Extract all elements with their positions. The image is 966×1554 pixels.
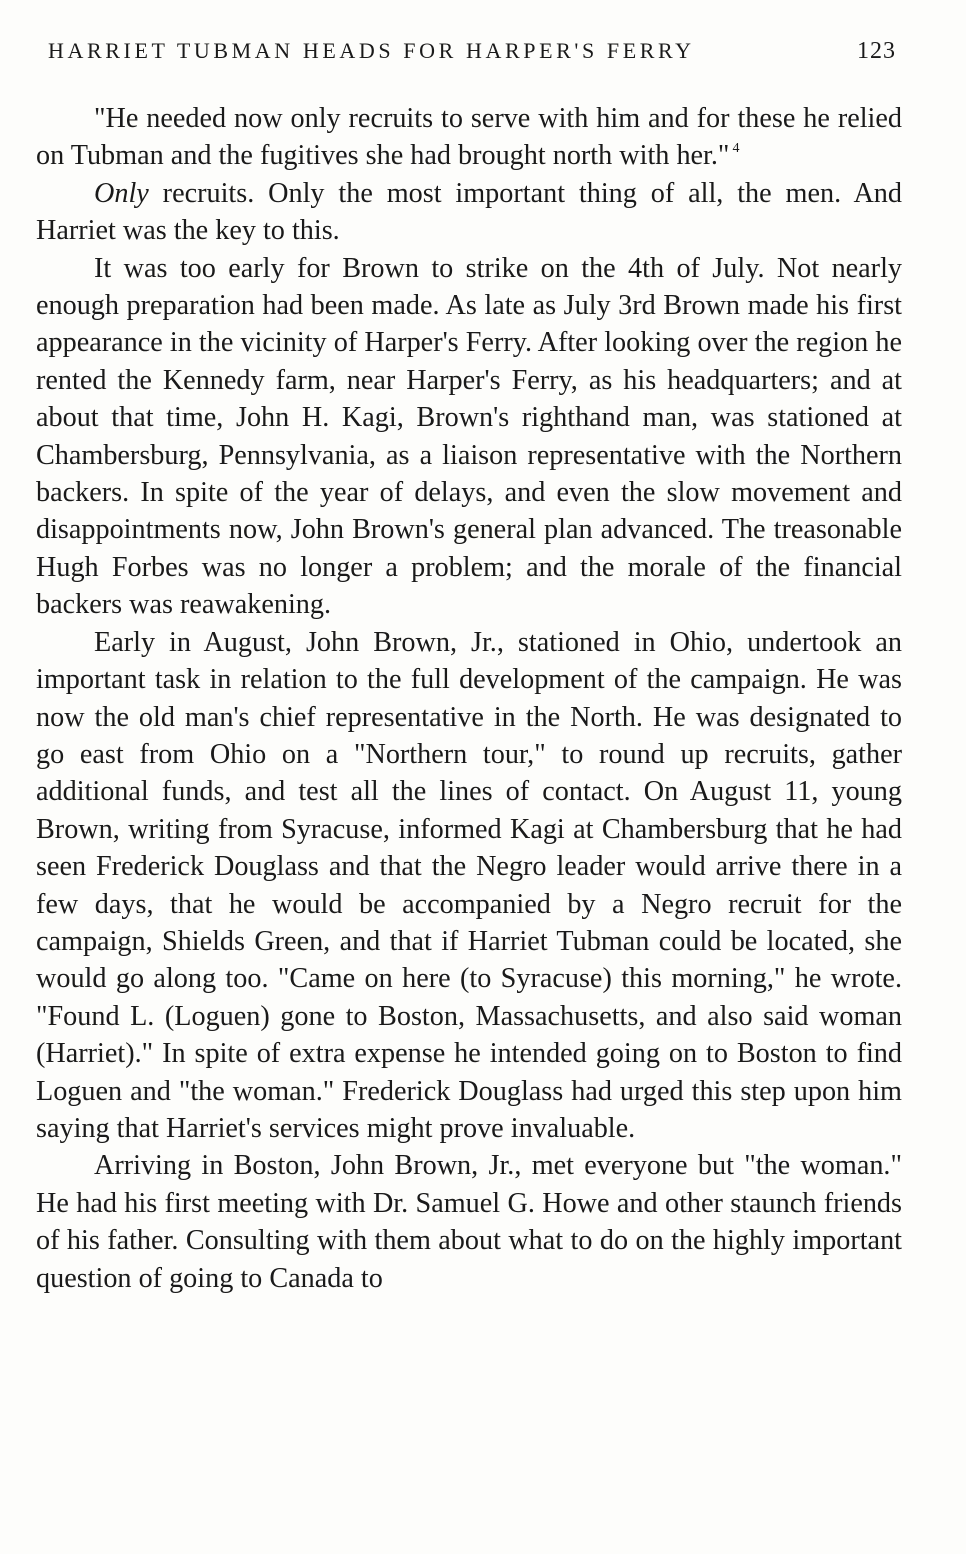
- running-head: [48, 38, 896, 72]
- footnote-marker: 4: [732, 141, 740, 157]
- paragraph-text: Early in August, John Brown, Jr., stationed in Ohio, undertook an important task in relation to the full development of the campaign. He was now the old man's chief representative in the North. He was designated to go east from Ohio on a "Northern tour," to round up recruits, gather additional funds, and test all the lines of contact. On August 11, young Brown, writing from Syracuse, informed Kagi at Chambersburg that he had seen Frederick Douglass and that the Negro leader would arrive there in a few days, that he would be accompanied by a Negro recruit for the campaign, Shields Green, and that if Harriet Tubman could be located, she would go along too. "Came on here (to Syracuse) this morning," he wrote. "Found L. (Loguen) gone to Boston, Massachusetts, and also said woman (Harriet)." In spite of extra expense he intended going on to Boston to find Loguen and "the woman." Frederick Douglass had urged this step upon him saying that Harriet's services might prove invaluable.: [36, 626, 902, 1144]
- paragraph-text: recruits. Only the most important thing of all, the men. And Harriet was the key to this.: [36, 177, 902, 247]
- paragraph-text: Arriving in Boston, John Brown, Jr., met everyone but "the woman." He had his first meeting with Dr. Samuel G. Howe and other staunch friends of his father. Consulting with them about what to do on the highly important question of going to Canada to: [36, 1150, 902, 1294]
- page-number: 123: [857, 38, 896, 64]
- body-text: [36, 100, 902, 1297]
- paragraph-1: [36, 100, 902, 175]
- italic-lead: Only: [94, 177, 149, 209]
- paragraph-3: [36, 250, 902, 624]
- paragraph-text: "He needed now only recruits to serve with him and for these he relied on Tubman and the fugitives she had brought north with her.": [36, 103, 902, 172]
- running-title: HARRIET TUBMAN HEADS FOR HARPER'S FERRY: [48, 38, 695, 63]
- paragraph-2: [36, 175, 902, 250]
- paragraph-5: [36, 1147, 902, 1297]
- paragraph-4: [36, 624, 902, 1148]
- paragraph-text: It was too early for Brown to strike on the 4th of July. Not nearly enough preparation had been made. As late as July 3rd Brown made his first appearance in the vicinity of Harper's Ferry. After looking over the region he rented the Kennedy farm, near Harper's Ferry, as his headquarters; and at about that time, John H. Kagi, Brown's righthand man, was stationed at Chambersburg, Pennsylvania, as a liaison representative with the Northern backers. In spite of the year of delays, and even the slow movement and disappointments now, John Brown's general plan advanced. The treasonable Hugh Forbes was no longer a problem; and the morale of the financial backers was reawakening.: [36, 252, 902, 621]
